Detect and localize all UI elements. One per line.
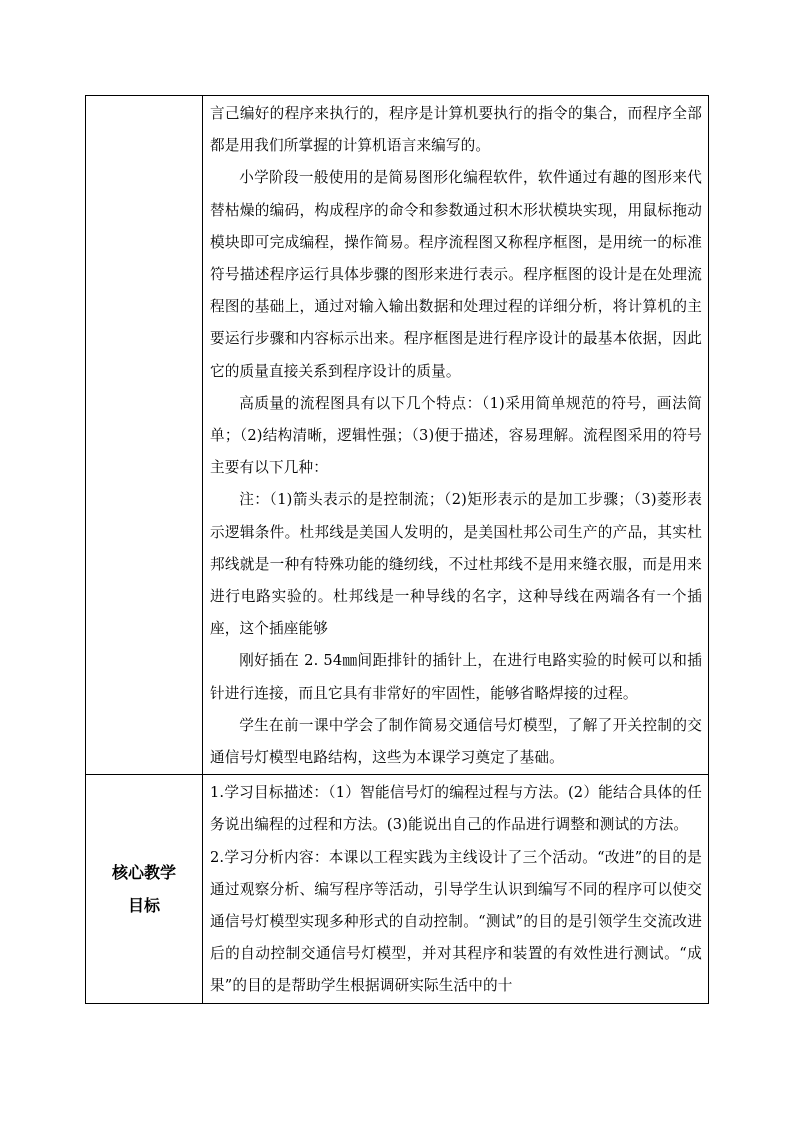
paragraph-2: 小学阶段一般使用的是简易图形化编程软件，软件通过有趣的图形来代替枯燥的编码，构成程序的命令和参数通过积木形状模块实现，用鼠标拖动模块即可完成编程，操作简易。程序流程图又称程序框图，是用统一的标准符号描述程序运行具体步骤的图形来进行表示。程序框图的设计是在处理流程图的基础上，通过对输入输出数据和处理过程的详细分析，将计算机的主要运行步骤和内容标示出来。程序框图是进行程序设计的最基本依据，因此它的质量直接关系到程序设计的质量。 xyxy=(210,169,702,380)
row-label-line-1: 核心教学 xyxy=(111,862,176,882)
paragraph-6: 学生在前一课中学会了制作简易交通信号灯模型，了解了开关控制的交通信号灯模型电路结构，这些为本课学习奠定了基础。 xyxy=(210,716,702,767)
row-content-cell-background xyxy=(203,96,709,775)
paragraph-5: 刚好插在 2. 54㎜间距排针的插针上，在进行电路实验的时候可以和插针进行连接，而且它具有非常好的牢固性，能够省略焊接的过程。 xyxy=(210,652,702,702)
row-label-line-2: 目标 xyxy=(127,895,160,915)
row-label-cell-empty xyxy=(86,96,203,775)
row-content-cell-objectives xyxy=(203,775,709,1003)
objective-paragraph-1: 1.学习目标描述：（1）智能信号灯的编程过程与方法。(2）能结合具体的任务说出编程的过程和方法。(3)能说出自己的作品进行调整和测试的方法。 xyxy=(210,784,702,834)
paragraph-3: 高质量的流程图具有以下几个特点：（1)采用简单规范的符号，画法简单；（2)结构清晰，逻辑性强；（3)便于描述，容易理解。流程图采用的符号主要有以下几种： xyxy=(210,394,702,477)
paragraph-4: 注：（1)箭头表示的是控制流；（2)矩形表示的是加工步骤；（3)菱形表示逻辑条件。杜邦线是美国人发明的，是美国杜邦公司生产的产品，其实杜邦线就是一种有特殊功能的缝纫线，不过杜邦线不是用来缝衣服，而是用来进行电路实验的。杜邦线是一种导线的名字，这种导线在两端各有一个插座，这个插座能够 xyxy=(210,491,702,638)
paragraph-1: 言己编好的程序来执行的，程序是计算机要执行的指令的集合，而程序全部都是用我们所掌握的计算机语言来编写的。 xyxy=(210,105,702,155)
row-label-cell-objectives xyxy=(86,775,203,1003)
table-row-objectives xyxy=(86,775,709,1003)
document-table xyxy=(85,95,709,1004)
table-row-background xyxy=(86,96,709,775)
objective-paragraph-2: 2.学习分析内容：本课以工程实践为主线设计了三个活动。“改进”的目的是通过观察分析、编写程序等活动，引导学生认识到编写不同的程序可以使交通信号灯模型实现多种形式的自动控制。“测试”的目的是引领学生交流改进后的自动控制交通信号灯模型，并对其程序和装置的有效性进行测试。“成果”的目的是帮助学生根据调研实际生活中的十 xyxy=(210,848,702,995)
